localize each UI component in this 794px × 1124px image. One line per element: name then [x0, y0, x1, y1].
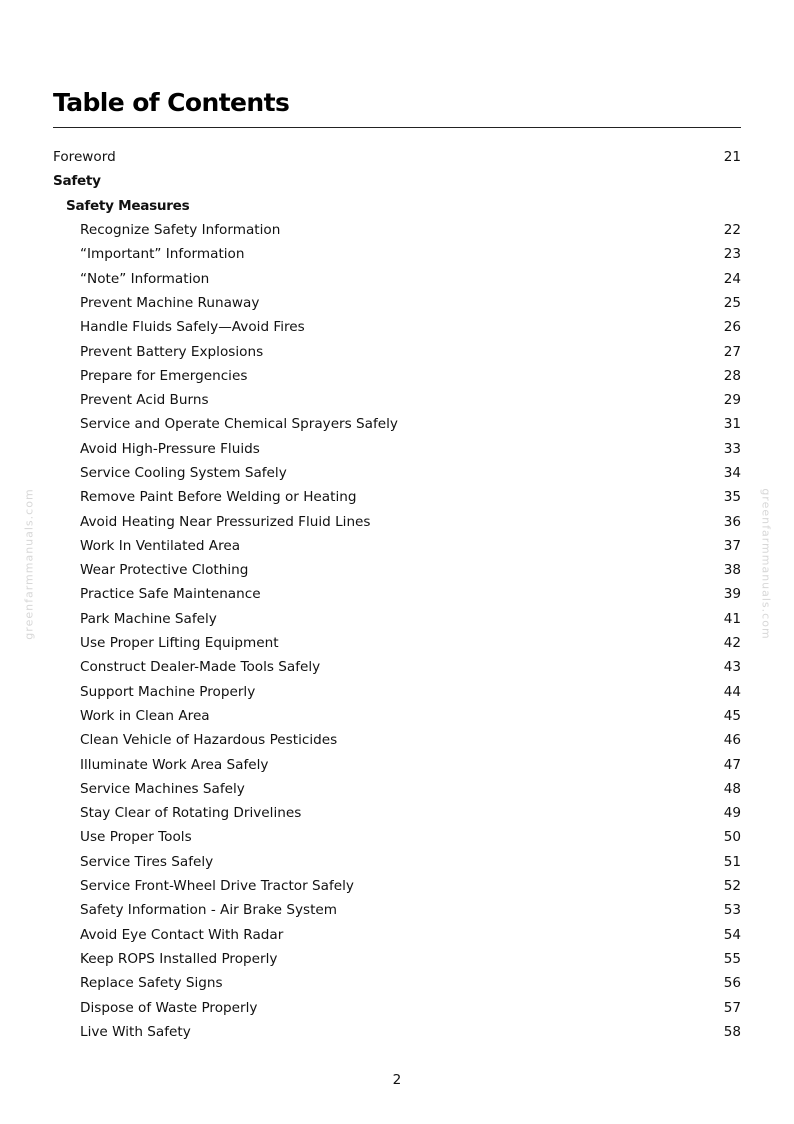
toc-entry-page-number: 26 — [723, 319, 741, 336]
toc-entry[interactable] — [53, 947, 741, 971]
toc-entry-title: Safety Measures — [66, 197, 190, 214]
toc-entry-title: Dispose of Waste Properly — [80, 999, 258, 1016]
toc-entry-page-number: 33 — [723, 440, 741, 457]
toc-entry-title: Avoid Heating Near Pressurized Fluid Lines — [80, 513, 371, 530]
toc-entry-page-number: 39 — [723, 586, 741, 603]
toc-entry-page-number: 21 — [723, 149, 741, 166]
toc-entry-page-number: 57 — [723, 999, 741, 1016]
toc-entry[interactable] — [53, 777, 741, 801]
toc-entry-title: Keep ROPS Installed Properly — [80, 950, 278, 967]
toc-entry[interactable] — [53, 995, 741, 1019]
toc-entry-page-number: 54 — [723, 926, 741, 943]
toc-entry-page-number: 25 — [723, 294, 741, 311]
toc-entry-page-number: 46 — [723, 732, 741, 749]
page-number: 2 — [392, 1072, 402, 1088]
toc-entry-title: Prevent Battery Explosions — [80, 343, 264, 360]
toc-entry[interactable] — [53, 825, 741, 849]
toc-entry[interactable] — [53, 437, 741, 461]
toc-entry-title: Service Tires Safely — [80, 853, 214, 870]
toc-entry[interactable] — [53, 315, 741, 339]
toc-entry-title: Service Front-Wheel Drive Tractor Safely — [80, 878, 354, 895]
toc-entry-page-number: 31 — [723, 416, 741, 433]
toc-entry[interactable] — [53, 704, 741, 728]
toc-entry[interactable] — [53, 266, 741, 290]
toc-entry-title: Foreword — [53, 149, 116, 166]
toc-entry[interactable] — [53, 145, 741, 169]
title-divider — [53, 127, 741, 128]
toc-entry[interactable] — [53, 218, 741, 242]
toc-entry-title: Park Machine Safely — [80, 610, 217, 627]
toc-entry[interactable] — [53, 728, 741, 752]
toc-entry-title: Clean Vehicle of Hazardous Pesticides — [80, 732, 338, 749]
toc-entry-title: Prevent Machine Runaway — [80, 294, 260, 311]
toc-entry[interactable] — [53, 388, 741, 412]
toc-entry-page-number: 56 — [723, 975, 741, 992]
toc-section-heading[interactable] — [53, 169, 741, 193]
toc-entry-title: Illuminate Work Area Safely — [80, 756, 269, 773]
toc-entry-title: Avoid Eye Contact With Radar — [80, 926, 284, 943]
toc-entry-page-number: 22 — [723, 222, 741, 239]
toc-entry-title: Avoid High-Pressure Fluids — [80, 440, 260, 457]
toc-entry-title: Service and Operate Chemical Sprayers Safely — [80, 416, 398, 433]
toc-entry[interactable] — [53, 291, 741, 315]
toc-entry[interactable] — [53, 242, 741, 266]
watermark-right: greenfarmmanuals.com — [759, 488, 773, 640]
toc-entry-title: Remove Paint Before Welding or Heating — [80, 489, 357, 506]
toc-entry-title: Practice Safe Maintenance — [80, 586, 261, 603]
toc-entry-page-number: 35 — [723, 489, 741, 506]
page-title: Table of Contents — [53, 88, 290, 117]
toc-entry[interactable] — [53, 655, 741, 679]
toc-entry-title: Wear Protective Clothing — [80, 562, 249, 579]
toc-entry[interactable] — [53, 971, 741, 995]
toc-entry[interactable] — [53, 680, 741, 704]
toc-entry-page-number: 36 — [723, 513, 741, 530]
toc-entry[interactable] — [53, 485, 741, 509]
toc-entry-title: Replace Safety Signs — [80, 975, 223, 992]
toc-entry[interactable] — [53, 898, 741, 922]
toc-entry-page-number: 38 — [723, 562, 741, 579]
toc-entry[interactable] — [53, 923, 741, 947]
toc-entry-title: Handle Fluids Safely—Avoid Fires — [80, 319, 305, 336]
toc-entry-page-number: 23 — [723, 246, 741, 263]
table-of-contents — [53, 145, 741, 1044]
toc-entry-title: Work in Clean Area — [80, 707, 210, 724]
toc-entry-page-number: 42 — [723, 635, 741, 652]
toc-entry[interactable] — [53, 461, 741, 485]
toc-entry-page-number: 29 — [723, 392, 741, 409]
toc-entry-page-number: 53 — [723, 902, 741, 919]
toc-entry-title: Construct Dealer-Made Tools Safely — [80, 659, 321, 676]
toc-entry-title: Work In Ventilated Area — [80, 537, 241, 554]
toc-entry-title: Live With Safety — [80, 1023, 191, 1040]
toc-entry-title: Service Cooling System Safely — [80, 465, 287, 481]
toc-entry-page-number: 44 — [723, 683, 741, 700]
toc-entry-page-number: 47 — [723, 756, 741, 773]
watermark-left: greenfarmmanuals.com — [22, 488, 36, 640]
toc-entry-page-number: 49 — [723, 805, 741, 822]
toc-entry[interactable] — [53, 801, 741, 825]
toc-entry-title: Use Proper Lifting Equipment — [80, 635, 279, 652]
toc-entry-page-number: 41 — [723, 610, 741, 627]
toc-entry-title: Prepare for Emergencies — [80, 367, 248, 384]
toc-entry-title: Use Proper Tools — [80, 829, 192, 846]
toc-entry[interactable] — [53, 509, 741, 533]
toc-entry[interactable] — [53, 850, 741, 874]
toc-section-heading[interactable] — [53, 194, 741, 218]
toc-entry-page-number: 24 — [723, 270, 741, 287]
toc-entry[interactable] — [53, 534, 741, 558]
toc-entry[interactable] — [53, 339, 741, 363]
toc-entry-title: “Note” Information — [80, 270, 210, 287]
toc-entry-page-number: 43 — [723, 659, 741, 676]
toc-entry-title: Service Machines Safely — [80, 780, 245, 797]
toc-entry-page-number: 58 — [723, 1023, 741, 1040]
toc-entry-title: Recognize Safety Information — [80, 222, 281, 239]
toc-entry-page-number: 51 — [723, 853, 741, 870]
toc-entry-page-number: 45 — [723, 707, 741, 724]
toc-entry-page-number: 52 — [723, 878, 741, 895]
toc-entry[interactable] — [53, 582, 741, 606]
toc-entry-page-number: 34 — [723, 465, 741, 481]
toc-entry[interactable] — [53, 412, 741, 436]
toc-entry-page-number: 50 — [723, 829, 741, 846]
toc-entry[interactable] — [53, 752, 741, 776]
toc-entry-title: Stay Clear of Rotating Drivelines — [80, 805, 302, 822]
toc-entry[interactable] — [53, 874, 741, 898]
toc-entry-page-number: 27 — [723, 343, 741, 360]
toc-entry-page-number: 48 — [723, 780, 741, 797]
toc-entry-title: “Important” Information — [80, 246, 245, 263]
toc-entry-page-number: 55 — [723, 950, 741, 967]
toc-entry-title: Safety — [53, 173, 101, 190]
toc-entry[interactable] — [53, 1020, 741, 1044]
toc-entry[interactable] — [53, 631, 741, 655]
toc-entry[interactable] — [53, 364, 741, 388]
toc-entry-title: Safety Information - Air Brake System — [80, 902, 338, 919]
toc-entry-title: Support Machine Properly — [80, 683, 256, 700]
toc-entry[interactable] — [53, 558, 741, 582]
toc-entry[interactable] — [53, 607, 741, 631]
toc-entry-page-number: 28 — [723, 367, 741, 384]
toc-entry-page-number: 37 — [723, 537, 741, 554]
toc-entry-title: Prevent Acid Burns — [80, 392, 209, 409]
